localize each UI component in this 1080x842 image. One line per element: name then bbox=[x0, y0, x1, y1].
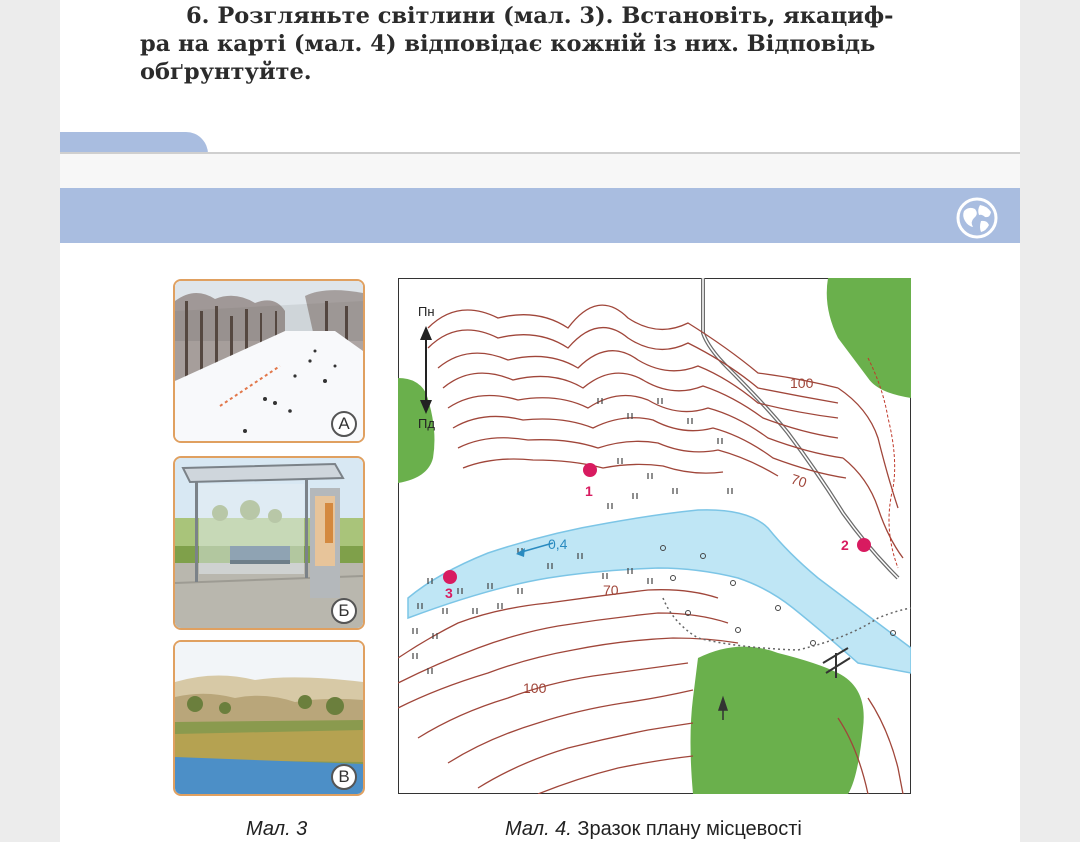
task-text bbox=[140, 2, 960, 86]
globe-icon bbox=[955, 196, 999, 240]
photo-b-badge: Б bbox=[331, 598, 357, 624]
task-line-3: обґрунтуйте. bbox=[140, 59, 312, 85]
map-point-1 bbox=[583, 463, 597, 477]
task-line-1: 6. Розгляньте світлини (мал. 3). Встановіть, якациф- bbox=[186, 3, 894, 29]
caption-fig3: Мал. 3 bbox=[246, 818, 308, 840]
photo-c-river bbox=[173, 640, 365, 796]
contour-label-100-top: 100 bbox=[790, 375, 814, 391]
north-label: Пн bbox=[418, 304, 435, 319]
map-point-3-label: 3 bbox=[445, 585, 453, 601]
page-gap bbox=[60, 154, 1020, 188]
photo-c-badge: В bbox=[331, 764, 357, 790]
photo-a-ski-slope bbox=[173, 279, 365, 443]
terrain-map bbox=[398, 278, 911, 794]
map-point-2-label: 2 bbox=[841, 537, 849, 553]
contour-label-70-bottom: 70 bbox=[603, 582, 619, 598]
contour-label-70-top: 70 bbox=[789, 470, 809, 491]
caption-fig4-text: Зразок плану місцевості bbox=[577, 818, 802, 840]
river-speed-label: 0,4 bbox=[548, 536, 568, 552]
caption-fig4 bbox=[505, 818, 802, 841]
map-point-2 bbox=[857, 538, 871, 552]
south-label: Пд bbox=[418, 416, 435, 431]
section-tab bbox=[60, 132, 208, 154]
map-point-1-label: 1 bbox=[585, 483, 593, 499]
task-line-2: ра на карті (мал. 4) відповідає кожній із них. Відповідь bbox=[140, 31, 876, 57]
section-header-bar bbox=[60, 188, 1020, 243]
photo-a-badge: А bbox=[331, 411, 357, 437]
photo-b-bus-stop bbox=[173, 456, 365, 630]
caption-fig4-label: Мал. 4. bbox=[505, 818, 572, 840]
map-point-3 bbox=[443, 570, 457, 584]
contour-label-100-bottom: 100 bbox=[523, 680, 547, 696]
